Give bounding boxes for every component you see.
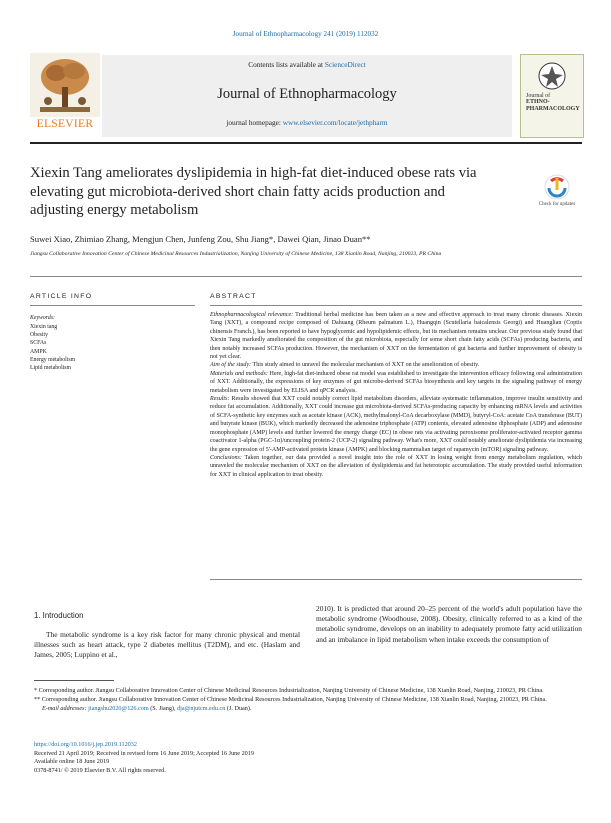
abstract-text: This study aimed to unravel the molecular mechanism of XXT on the amelioration of obesity. bbox=[251, 362, 480, 369]
publication-info bbox=[34, 741, 434, 775]
cover-label-line: PHARMACOLOGY bbox=[526, 105, 580, 112]
journal-cover[interactable] bbox=[520, 54, 584, 138]
footnotes bbox=[34, 686, 582, 713]
abstract-rule bbox=[210, 305, 582, 306]
keyword[interactable]: Xiexin tang bbox=[30, 324, 58, 330]
cover-emblem-icon bbox=[537, 61, 567, 91]
author-list: Suwei Xiao, Zhimiao Zhang, Mengjun Chen, Junfeng Zou, Shu Jiang*, Dawei Qian, Jinao Duan** bbox=[30, 234, 371, 244]
homepage-link[interactable]: www.elsevier.com/locate/jethpharm bbox=[282, 118, 388, 127]
keywords-heading: Keywords: bbox=[30, 315, 55, 321]
affiliation-divider bbox=[30, 276, 582, 277]
abstract-bottom-rule bbox=[210, 579, 582, 580]
check-for-updates-label[interactable]: Check for updates bbox=[538, 202, 576, 207]
abstract-conclusions bbox=[210, 454, 582, 479]
abstract-text: Results showed that XXT could notably correct lipid metabolism disorders, alleviate systematic inflammation, improve insulin sensitivity and reduce fat accumulation. Additionally, XXT could increase gut microbiota-derived SCFAs-producing capacity by enhancing mRNA levels and activities of SCFA-synthetic key enzymes such as acetate kinase (ACK), methylmalonyl-CoA decarboxylase (MMD), butyryl-CoA: acetate CoA transferase (BUT) and butyrate kinase (BUK), which markedly decreased the adenosine triphosphate (ATP) contents, elevated adenosine diphosphate (ADP) and adenosine monophosphate (AMP) levels and further lowered the energy charge (EC) in obese rats via activating peroxisome proliferator-activated receptor gamma coactivator 1-alpha (PGC-1α)/uncoupling protein-2 (UCP-2) signaling pathway. What's more, XXT could notably ameliorate dyslipidemia via increasing the gene expression of 5'-AMP-activated protein kinase (AMPK) and blocking mammalian target of rapamycin (mTOR) signaling pathway. bbox=[210, 396, 583, 453]
abstract-lead: Results: bbox=[210, 396, 230, 403]
abstract-text: Traditional herbal medicine has been taken as a new and effective approach to treat many chronic diseases. Xiexin Tang (XXT), a compound recipe composed of Dahuang (Rheum palmatum L.), Huangqin (Scutellaria baicalensis Georgi) and Huanglian (Coptis chinensis Franch.), has been reported to have hypoglycemic and hypolipidemic effects, but its mechanism remains unclear. Our previous study found that Xiexin Tang markedly ameliorated the composition of the gut microbiota, especially for some short chain fatty acids (SCFAs) producing bacteria, and then notably increased SCFAs production. However, the mechanism of XXT on the fermentation of gut bacteria and further improvement of obesity is not yet clear. bbox=[210, 312, 582, 361]
keywords-list bbox=[30, 323, 75, 372]
homepage-prefix: journal homepage: bbox=[226, 118, 283, 127]
journal-reference[interactable]: Journal of Ethnopharmacology 241 (2019) 112032 bbox=[232, 30, 379, 38]
footnote-corresponding-1: * Corresponding author. Jiangsu Collaborative Innovation Center of Chinese Medicinal Resources Industrialization, Nanjing University of Chinese Medicine, 138 Xianlin Road, Nanjing, 210023, PR China. bbox=[34, 687, 544, 694]
contents-line bbox=[102, 60, 512, 69]
email-name-jiang: (S. Jiang), bbox=[148, 705, 178, 712]
check-for-updates-icon[interactable] bbox=[540, 172, 574, 206]
abstract-text: Here, high-fat diet-induced obese rat model was established to investigate the intervention efficacy following oral administration of XXT. Additionally, the expressions of key enzymes of gut microbe-derived SCFAs biosynthesis and key targets in the signaling pathway of energy metabolism were investigated by ELISA and qPCR analysis. bbox=[210, 370, 582, 394]
available-online: Available online 18 June 2019 bbox=[34, 758, 110, 766]
abstract-lead: Conclusions: bbox=[210, 454, 242, 461]
received-dates: Received 21 April 2019; Received in revised form 16 June 2019; Accepted 16 June 2019 bbox=[34, 749, 254, 757]
abstract-heading: ABSTRACT bbox=[210, 293, 257, 300]
email-link-jiang[interactable]: jiangshu2020@126.com bbox=[88, 705, 149, 712]
paper-title: Xiexin Tang ameliorates dyslipidemia in high-fat diet-induced obese rats via elevating gut microbiota-derived short chain fatty acids production and adjusting energy metabolism bbox=[30, 165, 477, 218]
footnote-rule bbox=[34, 680, 114, 681]
copyright: 0378-8741/ © 2019 Elsevier B.V. All rights reserved. bbox=[34, 766, 166, 774]
homepage-line bbox=[102, 118, 512, 127]
keyword[interactable]: Obesity bbox=[30, 332, 49, 339]
affiliation: Jiangsu Collaborative Innovation Center of Chinese Medicinal Resources Industrialization, Nanjing University of Chinese Medicine, 138 Xianlin Road, Nanjing, 210023, PR China bbox=[30, 251, 442, 257]
doi-link[interactable]: https://doi.org/10.1016/j.jep.2019.112032 bbox=[34, 741, 137, 748]
abstract-lead: Ethnopharmacological relevance: bbox=[210, 312, 294, 318]
abstract-methods bbox=[210, 370, 582, 395]
cover-label-line: ETHNO- bbox=[526, 99, 550, 106]
publisher-name: ELSEVIER bbox=[36, 118, 94, 130]
introduction-left-column: The metabolic syndrome is a key risk factor for many chronic physical and mental illnesses such as heart attack, type 2 diabetes mellitus (T2DM), and etc. (Haslam and James, 2005; Luppino et al., bbox=[34, 630, 300, 660]
sciencedirect-link[interactable]: ScienceDirect bbox=[324, 60, 366, 69]
email-link-duan[interactable]: dja@njutcm.edu.cn bbox=[177, 705, 226, 712]
header-divider bbox=[30, 142, 582, 144]
footnote-emails bbox=[34, 704, 582, 713]
keyword[interactable]: AMPK bbox=[30, 348, 47, 355]
cover-label bbox=[526, 93, 580, 112]
abstract-results bbox=[210, 395, 582, 454]
abstract-lead: Aim of the study: bbox=[210, 362, 252, 369]
cover-label-line: Journal of bbox=[526, 93, 551, 99]
abstract-relevance bbox=[210, 311, 582, 361]
footnote-corresponding-2: ** Corresponding author. Jiangsu Collaborative Innovation Center of Chinese Medicinal Resources Industrialization, Nanjing University of Chinese Medicine, 138 Xianlin Road, Nanjing, 210023, PR China. bbox=[34, 696, 547, 703]
keyword[interactable]: SCFAs bbox=[30, 340, 47, 347]
introduction-right-column: 2010). It is predicted that around 20–25 percent of the world's adult population have the metabolic syndrome (Woodhouse, 2008). Obesity, clinically referred to as a kind of the metabolic syndrome, develops on an inability to adequately promote fatty acid utilization and an imbalance in lipid metabolism when intake exceeds the consumption of bbox=[316, 604, 582, 644]
introduction-heading: 1. Introduction bbox=[34, 611, 84, 620]
article-info-heading: ARTICLE INFO bbox=[30, 293, 93, 300]
abstract-aim bbox=[210, 361, 582, 369]
elsevier-tree-icon bbox=[30, 53, 100, 117]
journal-title: Journal of Ethnopharmacology bbox=[217, 86, 397, 102]
keyword[interactable]: Energy metabolism bbox=[30, 356, 76, 363]
article-info-rule bbox=[30, 305, 195, 306]
abstract-lead: Materials and methods: bbox=[210, 370, 268, 377]
abstract-text: Taken together, our data provided a novel insight into the role of XXT in losing weight from energy metabolism regulation, which unraveled the molecular mechanism of XXT on the alleviation of dyslipidemia and fat heterotopic accumulation. The study provided useful information for XXT in clinical application to treat obesity. bbox=[210, 454, 582, 478]
abstract-body bbox=[210, 311, 582, 479]
keyword[interactable]: Lipid metabolism bbox=[30, 365, 72, 372]
email-name-duan: (J. Duan). bbox=[225, 705, 252, 712]
contents-prefix: Contents lists available at bbox=[248, 60, 325, 69]
email-label: E-mail addresses: bbox=[42, 705, 87, 712]
